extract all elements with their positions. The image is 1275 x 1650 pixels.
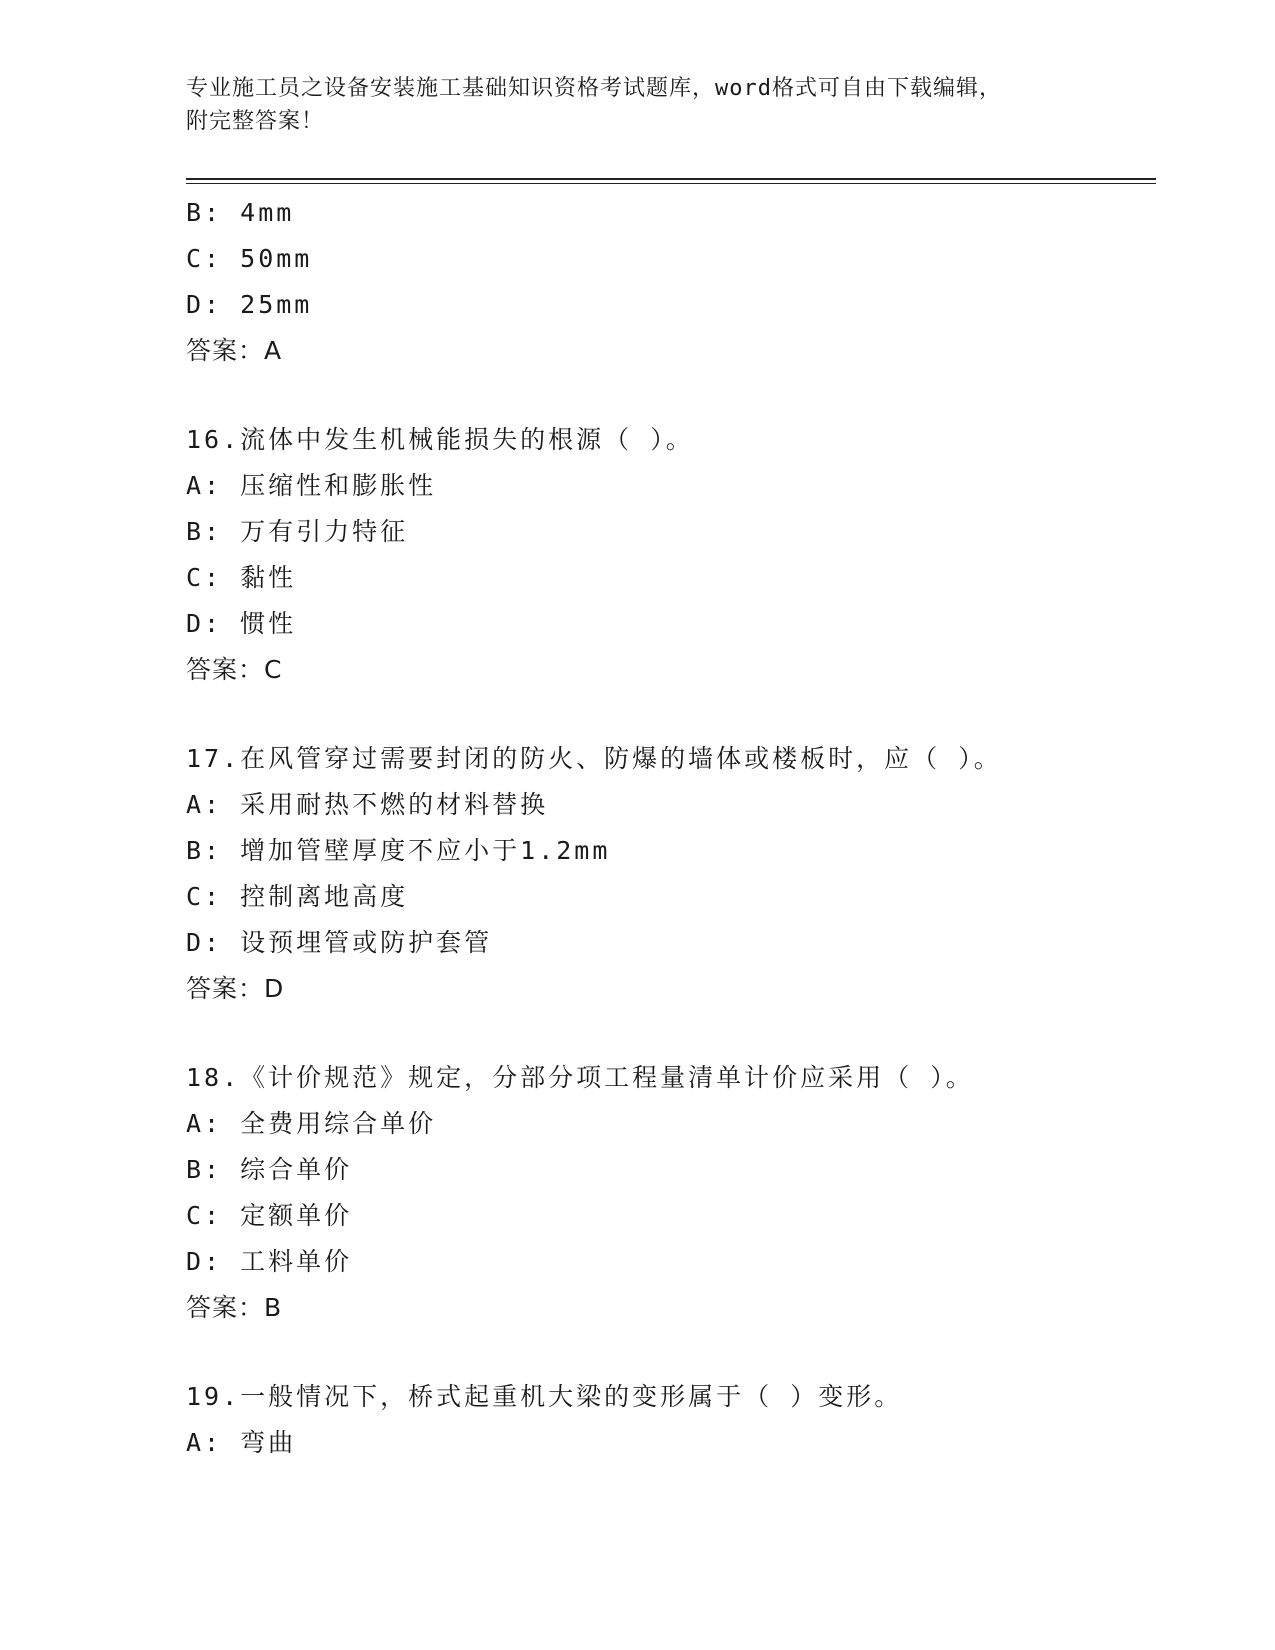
question-text: 17.在风管穿过需要封闭的防火、防爆的墙体或楼板时，应（ ）。 xyxy=(186,744,1002,773)
question-text: 18.《计价规范》规定，分部分项工程量清单计价应采用（ ）。 xyxy=(186,1063,974,1092)
question-block-17 xyxy=(186,736,1156,1012)
option-d: D: 惯性 xyxy=(186,609,297,638)
header-divider-thick xyxy=(186,178,1156,180)
answer-label: 答案：B xyxy=(186,1293,283,1322)
document-header xyxy=(186,72,1086,138)
question-list xyxy=(186,190,1156,1466)
option-a: A: 弯曲 xyxy=(186,1428,297,1457)
option-c: C: 50mm xyxy=(186,244,313,273)
option-c: C: 定额单价 xyxy=(186,1201,353,1230)
answer-label: 答案：D xyxy=(186,974,285,1003)
option-b: B: 万有引力特征 xyxy=(186,517,409,546)
option-a: A: 全费用综合单价 xyxy=(186,1109,437,1138)
question-text: 16.流体中发生机械能损失的根源（ ）。 xyxy=(186,425,694,454)
option-a: A: 压缩性和膨胀性 xyxy=(186,471,437,500)
option-c: C: 黏性 xyxy=(186,563,297,592)
option-d: D: 工料单价 xyxy=(186,1247,353,1276)
header-line-2: 附完整答案！ xyxy=(186,109,325,134)
question-block-15-tail xyxy=(186,190,1156,374)
answer-label: 答案：A xyxy=(186,336,283,365)
option-b: B: 4mm xyxy=(186,198,295,227)
option-d: D: 设预埋管或防护套管 xyxy=(186,928,493,957)
option-b: B: 综合单价 xyxy=(186,1155,353,1184)
question-block-16 xyxy=(186,417,1156,693)
option-c: C: 控制离地高度 xyxy=(186,882,409,911)
option-b: B: 增加管壁厚度不应小于1.2mm xyxy=(186,836,611,865)
question-text: 19.一般情况下，桥式起重机大梁的变形属于（ ）变形。 xyxy=(186,1382,903,1411)
answer-label: 答案：C xyxy=(186,655,283,684)
option-d: D: 25mm xyxy=(186,290,313,319)
header-line-1: 专业施工员之设备安装施工基础知识资格考试题库，word格式可自由下载编辑， xyxy=(186,76,1002,101)
question-block-18 xyxy=(186,1055,1156,1331)
question-block-19 xyxy=(186,1374,1156,1466)
header-divider-thin xyxy=(186,183,1156,184)
option-a: A: 采用耐热不燃的材料替换 xyxy=(186,790,549,819)
